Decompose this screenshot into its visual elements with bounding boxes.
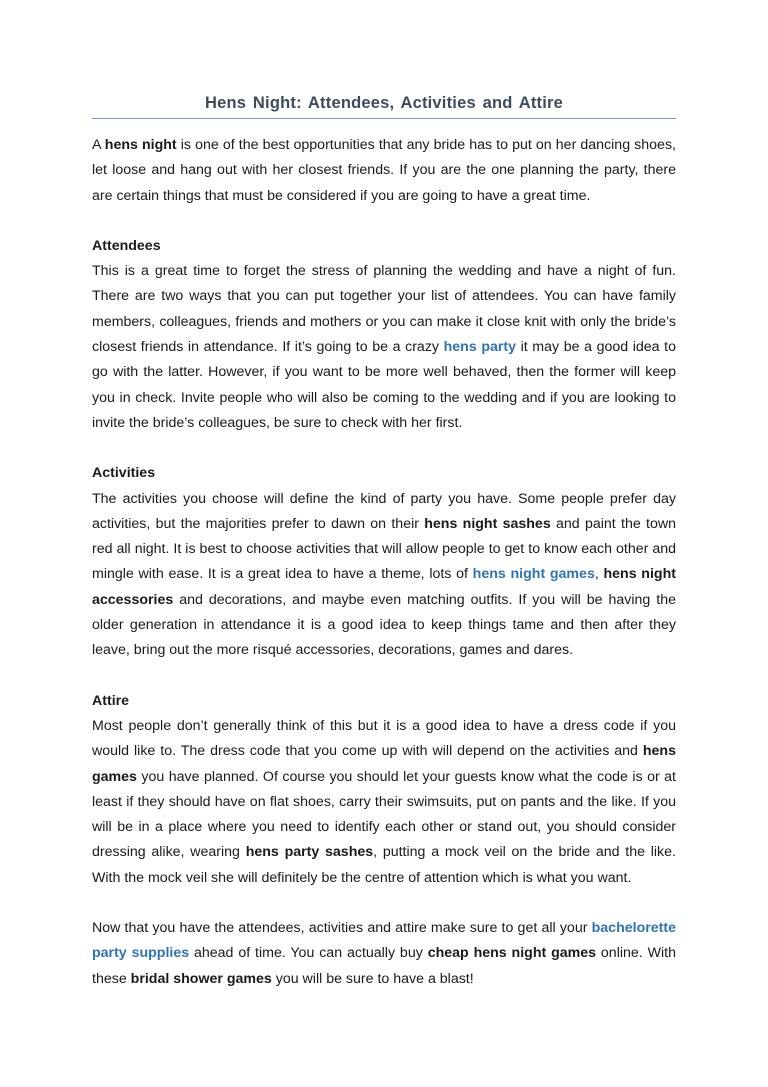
attire-bold-party-sashes: hens party sashes <box>245 844 374 861</box>
closing-text-3: online. With these <box>92 945 676 987</box>
activities-heading: Activities <box>92 465 156 482</box>
intro-text-2: is one of the best opportunities that any bride has to put on her dancing shoes, let loose and hang out with her closest friends. If you are the one planning the party, there are certain things that must be considered if you are going to have a great time. <box>92 137 676 204</box>
attendees-text-2: it may be a good idea to go with the latter. However, if you want to be more well behaved, then the former will keep you in check. Invite people who will also be coming to the wedding and if you are looking to invite the bride’s colleagues, be sure to check with her first. <box>92 339 676 431</box>
closing-text-4: you will be sure to have a blast! <box>271 970 474 987</box>
activities-text-3: , <box>594 566 604 583</box>
document-title: Hens Night: Attendees, Activities and Attire <box>204 94 564 112</box>
intro-text-1: A <box>92 137 105 153</box>
attire-text-2: you have planned. Of course you should let your guests know what the code is or at least if they should have on flat shoes, carry their swimsuits, put on pants and the like. If you will be in a place where you need to identify each other or stand out, you should consider dressing alike, wearing <box>92 768 676 861</box>
activities-text-4: and decorations, and maybe even matching outfits. If you will be having the older generation in attendance it is a good idea to keep things tame and then after they leave, bring out the more risqué accessories, decorations, games and dares. <box>92 591 676 659</box>
intro-paragraph <box>92 133 676 209</box>
activities-bold-sashes: hens night sashes <box>424 515 551 532</box>
attire-text-1: Most people don’t generally think of this but it is a good idea to have a dress code if you would like to. The dress code that you come up with will depend on the activities and <box>92 717 676 760</box>
closing-bold-shower-games: bridal shower games <box>130 970 272 987</box>
activities-bold-accessories: hens night accessories <box>92 566 676 608</box>
title-divider <box>92 118 676 119</box>
closing-text-2: ahead of time. You can actually buy <box>189 945 428 962</box>
bachelorette-supplies-link[interactable]: bachelorette party supplies <box>92 920 676 962</box>
attendees-paragraph <box>92 259 676 436</box>
activities-text-1: The activities you choose will define the kind of party you have. Some people prefer day activities, but the majorities prefer to dawn on their <box>92 490 676 532</box>
activities-text-2: and paint the town red all night. It is best to choose activities that will allow people to get to know each other and mingle with ease. It is a great idea to have a theme, lots of <box>92 515 676 583</box>
activities-paragraph <box>92 487 676 664</box>
closing-bold-cheap-games: cheap hens night games <box>427 945 597 962</box>
attendees-heading: Attendees <box>92 237 161 254</box>
intro-bold-hens-night: hens night <box>104 137 177 153</box>
closing-paragraph <box>92 916 676 992</box>
closing-text-1: Now that you have the attendees, activities and attire make sure to get all your <box>92 920 592 937</box>
attendees-text-1: This is a great time to forget the stress of planning the wedding and have a night of fun. There are two ways that you can put together your list of attendees. You can have family members, colleagues, friends and mothers or you can make it close knit with only the bride’s closest friends in attendance. If it’s going to be a crazy <box>92 263 676 356</box>
hens-night-games-link[interactable]: hens night games <box>472 566 595 583</box>
attire-bold-hens-games: hens games <box>92 743 676 785</box>
attire-heading: Attire <box>92 692 130 709</box>
attire-paragraph <box>92 714 676 891</box>
attire-text-3: , putting a mock veil on the bride and the like. With the mock veil she will definitely be the centre of attention which is what you want. <box>92 844 676 886</box>
hens-party-link[interactable]: hens party <box>443 339 517 356</box>
